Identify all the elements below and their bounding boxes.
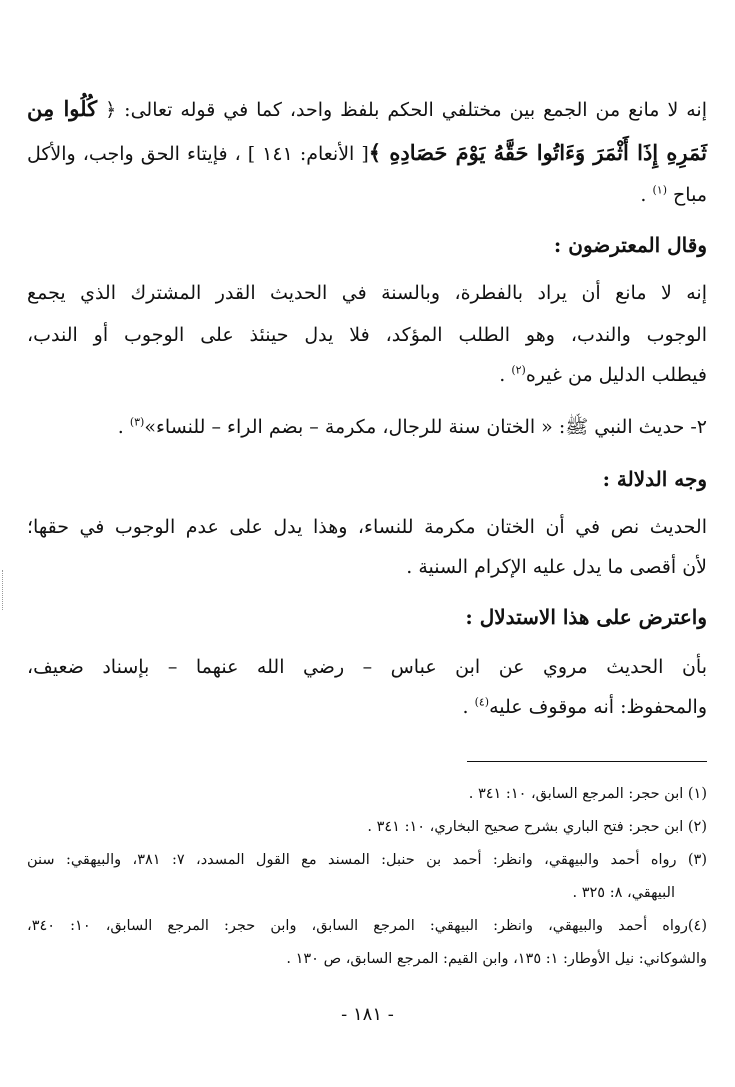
footnote-3-line-1: (٣) رواه أحمد والبيهقي، وانظر: أحمد بن حنبل: المسند مع القول المسدد، ٧: ٣٨١، والبيهقي: سنن [27, 852, 708, 868]
paragraph-1-line-2 [27, 136, 707, 171]
margin-mark [2, 570, 5, 610]
paragraph-1-line-1 [27, 92, 707, 127]
footnote-2: (٢) ابن حجر: فتح الباري بشرح صحيح البخاري، ١٠: ٣٤١ . [367, 819, 707, 835]
footnote-1: (١) ابن حجر: المرجع السابق، ١٠: ٣٤١ . [468, 786, 707, 802]
paragraph-5-line-2 [27, 690, 707, 724]
heading-objection: واعترض على هذا الاستدلال : [465, 605, 707, 629]
hadith-text: ٢- حديث النبي ﷺ: « الختان سنة للرجال، مكرمة – بضم الراء – للنساء» [144, 416, 707, 438]
quran-verse: ثَمَرِهِ إِذَا أَثْمَرَ وَءَاتُوا حَقَّهُ يَوْمَ حَصَادِهِ ﴾ [368, 140, 708, 165]
heading-evidence: وجه الدلالة : [602, 467, 707, 491]
paragraph-4-line-1: الحديث نص في أن الختان مكرمة للنساء، وهذا يدل على عدم الوجوب في حقها؛ [27, 516, 707, 538]
heading-objectors: وقال المعترضون : [553, 233, 707, 257]
footnote-ref[interactable]: (٢) [511, 363, 526, 377]
footnote-ref[interactable]: (٤) [474, 695, 490, 709]
period: . [117, 416, 130, 438]
footnote-ref[interactable]: (١) [652, 183, 667, 197]
period: . [499, 364, 512, 386]
body-text: فيطلب الدليل من غيره [525, 364, 707, 386]
page-number: - ١٨١ - [341, 1004, 394, 1025]
quran-verse: كُلُوا مِن [27, 96, 98, 121]
paragraph-2-line-3 [27, 358, 707, 392]
period: . [462, 696, 475, 718]
footnote-4-line-2: والشوكاني: نيل الأوطار: ١: ١٣٥، وابن القيم: المرجع السابق، ص ١٣٠ . [286, 951, 707, 967]
body-text: مباح [673, 184, 707, 206]
footnote-ref[interactable]: (٣) [129, 415, 145, 429]
footnote-separator [467, 761, 707, 762]
paragraph-1-line-3 [27, 178, 707, 212]
paragraph-5-line-1: بأن الحديث مروي عن ابن عباس – رضي الله عنهما – بإسناد ضعيف، [27, 656, 707, 678]
paragraph-2-line-1: إنه لا مانع أن يراد بالفطرة، وبالسنة في الحديث القدر المشترك الذي يجمع [27, 282, 707, 304]
body-text: والمحفوظ: أنه موقوف عليه [489, 696, 707, 718]
period: . [640, 184, 653, 206]
paragraph-2-line-2: الوجوب والندب، وهو الطلب المؤكد، فلا يدل حينئذ على الوجوب أو الندب، [27, 324, 707, 346]
footnote-4-line-1: (٤)رواه أحمد والبيهقي، وانظر: البيهقي: المرجع السابق، وابن حجر: المرجع السابق، ١٠: ٣٤٠، [27, 918, 707, 934]
paragraph-4-line-2: لأن أقصى ما يدل عليه الإكرام السنية . [406, 556, 707, 578]
body-text: [ الأنعام: ١٤١ ] ، فإيتاء الحق واجب، والأكل [27, 143, 369, 165]
paragraph-3-line-1 [27, 410, 707, 444]
body-text: إنه لا مانع من الجمع بين مختلفي الحكم بلفظ واحد، كما في قوله تعالى: ﴿ [97, 99, 707, 121]
footnote-3-line-2: البيهقي، ٨: ٣٢٥ . [572, 885, 675, 901]
